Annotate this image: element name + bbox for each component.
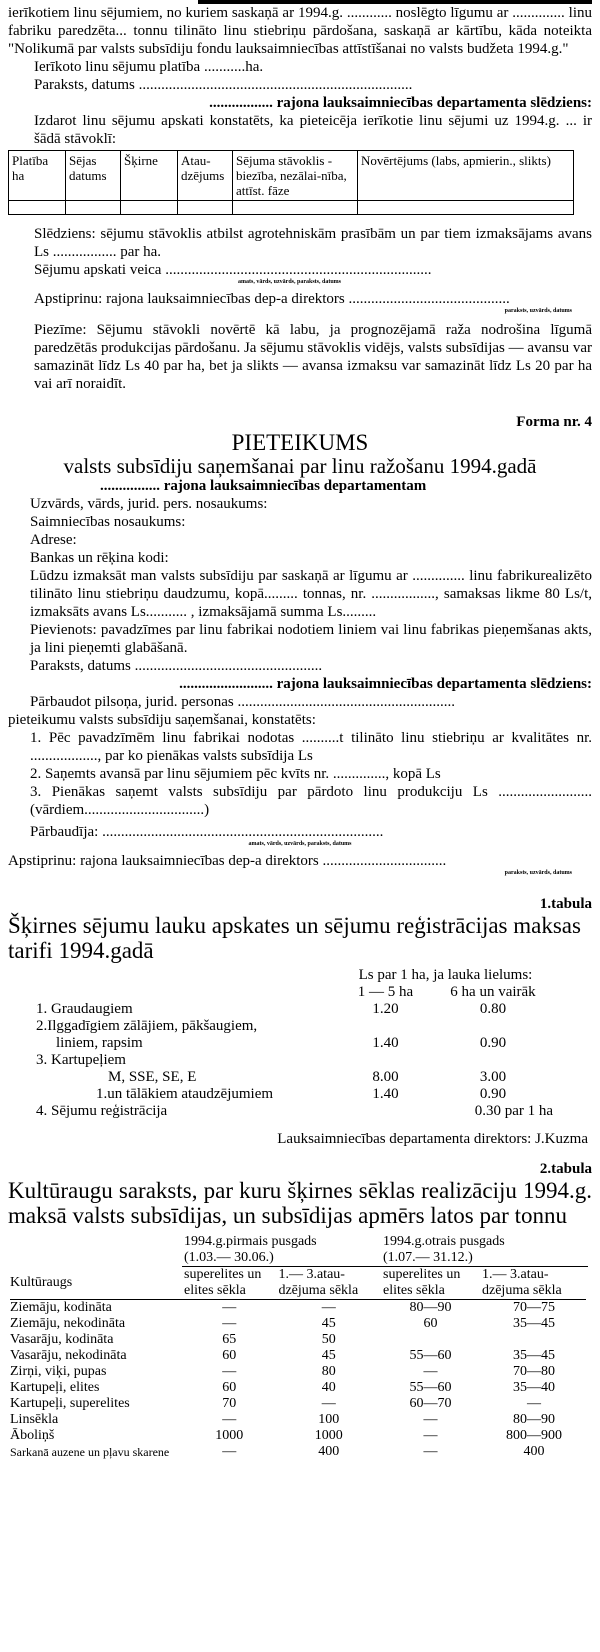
tariff-row [8,1052,592,1069]
form-sign: Paraksts, datums .................................................. [30,658,323,674]
item-3: 3. Pienākas saņemt valsts subsīdiju par pārdoto linu produkciju Ls .........................(vārdiem................................) [30,784,592,818]
crop-h2-repro: 70—75 [513,1300,555,1315]
tariff-row [8,1086,592,1103]
note: Piezīme: Sējumu stāvokli novērtē kā labu, ja prognozējamā raža nodrošina līgumā paredzētās produkcijas pārdošanu. Ja sējumu stāvoklis vidējs, valsts subsīdijas — avansu var samazināt līdz Ls 40 par ha, bet ja slikts — avansa izmaksu var samazināt līdz Ls 20 par ha vai arī noraidīt. [34,322,592,392]
h-crop: Kultūraugs [10,1274,73,1290]
crop-row [8,1396,588,1412]
crop-h1-elite: — [222,1364,237,1379]
inspection-table [8,150,574,215]
table1-label: 1.tabula [539,896,592,912]
field-farm: Saimniecības nosaukums: [30,514,186,530]
tariff-value-1: 1.20 [372,1001,399,1017]
tariff-row [8,1069,592,1086]
h-half2-dates: (1.07.— 31.12.) [383,1250,473,1265]
crop-h2-repro: 35—40 [513,1380,555,1395]
crop-h1-repro: 45 [321,1316,336,1331]
crop-name: Vasarāju, nekodināta [10,1348,127,1363]
field-name: Uzvārds, vārds, jurid. pers. nosaukums: [30,496,268,512]
crop-name: Ziemāju, kodināta [10,1300,112,1315]
crop-h1-repro: — [321,1300,336,1315]
tariff-label: 1.un tālākiem ataudzējumiem [96,1086,274,1102]
crop-h1-repro: 45 [321,1348,336,1363]
crop-row [8,1300,588,1316]
crop-row [8,1364,588,1380]
form-title: PIETEIKUMS [231,430,369,455]
approve-caption: paraksts, uzvārds, datums [504,308,572,314]
tariff-row [8,1103,592,1120]
h-half1-dates: (1.03.— 30.06.) [184,1250,274,1265]
tariff-value-1 [338,1052,433,1069]
table1-title: Šķirnes sējumu lauku apskates un sējumu reģistrācijas maksas tarifi 1994.gadā [8,913,581,963]
crop-h1-elite: 65 [222,1332,237,1347]
crop-row [8,1444,588,1460]
crop-row [8,1380,588,1396]
field-bank: Bankas un rēķina kodi: [30,550,169,566]
intro-paragraph: ierīkotiem linu sējumiem, no kuriem saskaņā ar 1994.g. ............ noslēgto līgumu ar .............. linu fabriku paredzēta... tonnu tilināto linu stiebriņu pārdošana, saskaņā ar kārtību, kāda noteikta "Nolikumā par valsts subsīdiju fondu lauksaimniecības attīstīšanai no valsts budžeta 1994.g." [8,5,592,57]
crop-h1-repro: 100 [318,1412,340,1427]
h-half1: 1994.g.pirmais pusgads [184,1234,317,1249]
th-sow-date: Sējas datums [66,151,121,201]
tariff-col1: 1 — 5 ha [357,984,414,1000]
tariff-col2: 6 ha un vairāk [450,984,536,1000]
tariff-table [8,967,592,1120]
tariff-value-1: 1.40 [372,1035,399,1051]
tariff-value-2: 3.00 [479,1069,507,1085]
tariff-value-2: 0.80 [479,1001,507,1017]
check-line-2: pieteikumu valsts subsīdiju saņemšanai, konstatēts: [8,712,316,728]
tariff-value-2: 0.30 par 1 ha [474,1103,553,1119]
h-half2: 1994.g.otrais pusgads [383,1234,505,1249]
tariff-row [8,1018,592,1035]
crop-row [8,1428,588,1444]
crop-row [8,1332,588,1348]
form-approve: Apstiprinu: rajona lauksaimniecības dep-a direktors ................................. [8,853,447,869]
crop-h1-repro: — [321,1396,336,1411]
crop-h1-elite: — [222,1300,237,1315]
item-2: 2. Saņemts avansā par linu sējumiem pēc kvīts nr. .............., kopā Ls [30,766,441,782]
crop-h1-repro: 80 [321,1364,336,1379]
area-line: Ierīkoto linu sējumu platība ...........ha. [34,59,264,75]
form-dept: ................ rajona lauksaimniecības departamentam [100,478,427,494]
crop-h1-elite: 1000 [215,1428,244,1443]
crop-h1-elite: — [222,1316,237,1331]
request-text: Lūdzu izmaksāt man valsts subsīdiju par saskaņā ar līgumu ar .............. linu fabrikurealizēto tilināto linu stiebriņu daudzumu, kopā......... tonnas, nr. ................., samaksas likme 80 Ls/t, izmaksāts avans Ls........... , izmaksājamā summa Ls......... [30,568,592,620]
tariff-row [8,1001,592,1018]
crop-h2-elite: — [423,1428,438,1443]
inspection-caption: amats, vārds, uzvārds, paraksts, datums [238,279,342,285]
crop-h2-elite [381,1332,480,1348]
crop-h2-repro: 800—900 [506,1428,562,1443]
crop-row [8,1348,588,1364]
crop-h1-repro: 40 [321,1380,336,1395]
tariff-row [8,1035,592,1052]
crops-table [8,1234,588,1460]
tariff-value-1: 1.40 [372,1086,399,1102]
crop-row [8,1316,588,1332]
crop-h2-elite: 55—60 [409,1348,452,1363]
crop-name: Kartupeļi, superelites [10,1396,130,1411]
tariff-value-2: 0.90 [479,1086,507,1102]
h-repro-1: 1.— 3.atau-dzējuma sēkla [278,1267,359,1298]
item-1: 1. Pēc pavadzīmēm linu fabrikai nodotas ..........t tilināto linu stiebriņu ar kvalitātes nr. .................., par ko pienākas valsts subsīdija Ls [30,730,592,764]
tariff-value-2 [433,1052,553,1069]
top-rule [198,0,592,4]
crop-name: Ziemāju, nekodināta [10,1316,126,1331]
form-number: Forma nr. 4 [516,414,592,430]
crop-h2-elite: 55—60 [409,1380,452,1395]
verdict: Slēdziens: sējumu stāvoklis atbilst agrotehniskām prasībām un par tiem izmaksājams avans Ls ................. par ha. [34,226,592,260]
crop-h2-repro: 35—45 [513,1348,555,1363]
th-variety: Šķirne [121,151,178,201]
form-approve-caption: paraksts, uzvārds, datums [504,870,572,876]
sign-line: Paraksts, datums ......................................................................... [34,77,413,93]
crop-h1-elite: — [222,1444,237,1459]
tariff-value-2: 0.90 [479,1035,507,1051]
form-conclusion-head: ......................... rajona lauksaimniecības departamenta slēdziens: [179,676,592,692]
th-reproduction: Atau-dzējums [178,151,233,201]
tariff-value-1: 8.00 [372,1069,399,1085]
crop-h1-elite: — [222,1412,237,1427]
tariff-label: M, SSE, SE, E [108,1069,197,1085]
crop-h2-elite: 60 [423,1316,438,1331]
check-line: Pārbaudot pilsoņa, jurid. personas .......................................................... [30,694,455,710]
crop-name: Kartupeļi, elites [10,1380,100,1395]
conclusion-text: Izdarot linu sējumu apskati konstatēts, ka pieteicēja ierīkotie linu sējumi uz 1994.g. ... ir šādā stāvoklī: [34,113,592,147]
crop-h2-repro: 400 [523,1444,545,1459]
th-condition: Sējuma stāvoklis -biezība, nezālai-nība, attīst. fāze [233,151,358,201]
crop-name: Zirņi, viķi, pupas [10,1364,107,1379]
h-elite-1: superelites un elites sēkla [184,1267,262,1298]
crop-h2-repro: 80—90 [513,1412,555,1427]
crop-name: Āboliņš [10,1428,55,1443]
tariff-value-2 [433,1018,553,1035]
crop-h1-elite: 60 [222,1348,237,1363]
table2-title: Kultūraugu saraksts, par kuru šķirnes sēklas realizāciju 1994.g. maksā valsts subsīdijas, un subsīdijas apmērs latos par tonnu [8,1178,592,1228]
crop-h2-repro: 35—45 [513,1316,555,1331]
tariff-label: 3. Kartupeļiem [36,1052,126,1068]
crop-h1-elite: 60 [222,1380,237,1395]
crop-h1-repro: 1000 [314,1428,343,1443]
tariff-label: liniem, rapsim [56,1035,143,1051]
checked-caption: amats, vārds, uzvārds, paraksts, datums [248,841,352,847]
approve-line: Apstiprinu: rajona lauksaimniecības dep-a direktors ........................................... [34,291,510,307]
crop-h2-elite: — [423,1444,438,1459]
tariff-label: 4. Sējumu reģistrācija [36,1103,168,1119]
attach-text: Pievienots: pavadzīmes par linu fabrikai nodotiem liniem vai linu fabrikas pieņemšanas akts, ja lini pieņemti glabāšanā. [30,622,592,656]
th-rating: Novērtējums (labs, apmierin., slikts) [358,151,574,201]
h-elite-2: superelites un elites sēkla [383,1267,461,1298]
checked-line: Pārbaudīja: ........................................................................... [30,824,384,840]
crop-row [8,1412,588,1428]
crop-h2-elite: — [423,1364,438,1379]
tariff-col-head: Ls par 1 ha, ja lauka lielums: [358,967,533,983]
th-area: Platība ha [9,151,66,201]
crop-h2-elite: 80—90 [409,1300,452,1315]
crop-h2-elite: — [423,1412,438,1427]
crop-h2-repro [480,1332,588,1348]
tariff-label: 2.Ilggadīgiem zālājiem, pākšaugiem, [36,1018,258,1034]
tariff-label: 1. Graudaugiem [36,1001,133,1017]
table1-sign: Lauksaimniecības departamenta direktors: J.Kuzma [277,1131,588,1147]
table2-label: 2.tabula [539,1161,592,1177]
h-repro-2: 1.— 3.atau-dzējuma sēkla [482,1267,562,1298]
field-address: Adrese: [30,532,77,548]
crop-h1-elite: 70 [222,1396,237,1411]
crop-h2-repro: 70—80 [513,1364,555,1379]
crop-name: Linsēkla [10,1412,59,1427]
form-subtitle: valsts subsīdiju saņemšanai par linu ražošanu 1994.gadā [63,454,537,478]
crop-h1-repro: 400 [318,1444,340,1459]
crop-name: Vasarāju, kodināta [10,1332,114,1347]
conclusion-heading: ................. rajona lauksaimniecības departamenta slēdziens: [209,95,592,111]
inspection-line: Sējumu apskati veica ....................................................................... [34,262,432,278]
crop-h2-repro: — [527,1396,541,1411]
crop-h2-elite: 60—70 [409,1396,452,1411]
crop-h1-repro: 50 [321,1332,336,1347]
tariff-value-1 [338,1018,433,1035]
crop-name: Sarkanā auzene un pļavu skarene [10,1445,170,1459]
